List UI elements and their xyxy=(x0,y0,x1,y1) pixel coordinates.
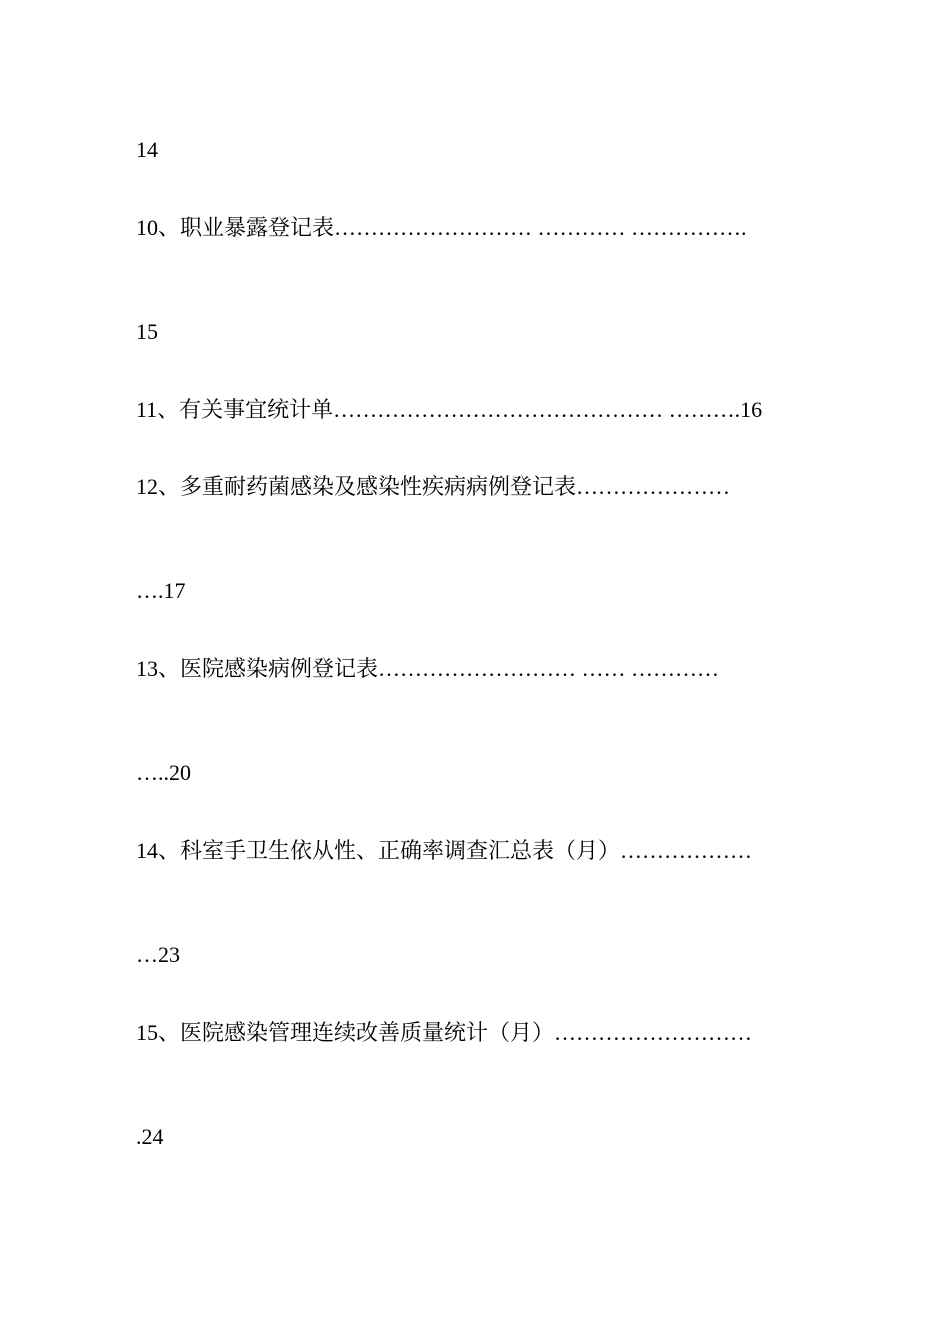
toc-entry-11: 11、有关事宜统计单……………………………………… ……….16 xyxy=(136,397,763,422)
toc-page-number: …23 xyxy=(136,942,180,967)
toc-entry-13: 13、医院感染病例登记表……………………… …… ………… xyxy=(136,656,720,681)
toc-page-number: .24 xyxy=(136,1124,164,1149)
toc-entry-12: 12、多重耐药菌感染及感染性疾病病例登记表………………… xyxy=(136,474,731,499)
toc-page-number: ….17 xyxy=(136,578,186,603)
toc-entry-10: 10、职业暴露登记表……………………… ………… ……………. xyxy=(136,215,747,240)
toc-entry-14: 14、科室手卫生依从性、正确率调查汇总表（月）……………… xyxy=(136,838,753,863)
toc-page-number: 14 xyxy=(136,137,158,162)
toc-entry-15: 15、医院感染管理连续改善质量统计（月）……………………… xyxy=(136,1020,753,1045)
toc-page-number: …..20 xyxy=(136,760,191,785)
toc-page-number: 15 xyxy=(136,319,158,344)
